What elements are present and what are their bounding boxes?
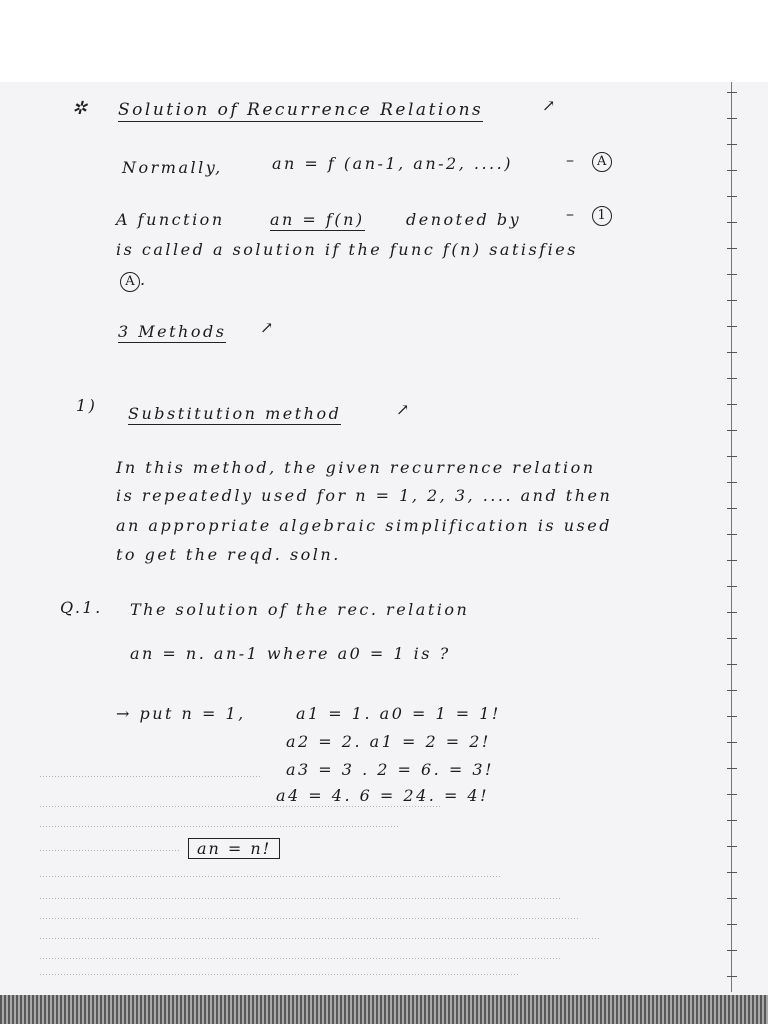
spiral-tick	[727, 820, 737, 821]
top-margin	[0, 0, 768, 82]
spiral-tick	[727, 690, 737, 691]
bleed-through-line	[40, 806, 440, 807]
spiral-tick	[727, 482, 737, 483]
spiral-tick	[727, 898, 737, 899]
bleed-through-line	[40, 938, 600, 939]
work-row: a4 = 4. 6 = 24. = 4!	[276, 786, 490, 805]
spiral-tick	[727, 794, 737, 795]
bleed-through-line	[40, 898, 560, 899]
spiral-tick	[727, 248, 737, 249]
spiral-tick	[727, 534, 737, 535]
work-row: a3 = 3 . 2 = 6. = 3!	[286, 760, 494, 779]
para-line-2: is repeatedly used for n = 1, 2, 3, .... and then	[116, 486, 613, 505]
spiral-tick	[727, 430, 737, 431]
spiral-tick	[727, 378, 737, 379]
spiral-tick	[727, 170, 737, 171]
spiral-tick	[727, 144, 737, 145]
spiral-tick	[727, 716, 737, 717]
page-title: Solution of Recurrence Relations	[118, 100, 484, 120]
spiral-tick	[727, 924, 737, 925]
bleed-through-line	[40, 776, 260, 777]
question-line-2: an = n. an-1 where a0 = 1 is ?	[130, 644, 451, 663]
function-def-post: denoted by	[406, 210, 522, 229]
spiral-tick	[727, 222, 737, 223]
work-lead: → put n = 1,	[116, 704, 246, 723]
bleed-through-line	[40, 850, 180, 851]
spiral-tick	[727, 196, 737, 197]
function-def-pre: A function	[116, 210, 225, 229]
spiral-tick	[727, 638, 737, 639]
spiral-tick	[727, 846, 737, 847]
work-row: a2 = 2. a1 = 2 = 2!	[286, 732, 491, 751]
spiral-tick	[727, 612, 737, 613]
bleed-through-line	[40, 958, 560, 959]
question-line-1: The solution of the rec. relation	[130, 600, 470, 619]
question-label: Q.1.	[60, 598, 103, 617]
para-line-4: to get the reqd. soln.	[116, 545, 341, 564]
spiral-tick	[727, 404, 737, 405]
spiral-tick	[727, 768, 737, 769]
normally-label: Normally,	[122, 158, 223, 177]
scan-bottom-edge	[0, 995, 768, 1024]
equation-tag-1: – 1	[566, 204, 612, 226]
bleed-through-line	[40, 826, 400, 827]
bleed-through-line	[40, 876, 500, 877]
bleed-through-line	[40, 974, 520, 975]
spiral-tick	[727, 508, 737, 509]
spiral-tick	[727, 274, 737, 275]
spiral-tick	[727, 742, 737, 743]
spiral-tick	[727, 586, 737, 587]
substitution-heading: Substitution method	[128, 404, 342, 423]
spiral-tick	[727, 456, 737, 457]
spiral-tick	[727, 352, 737, 353]
spiral-tick	[727, 560, 737, 561]
bleed-through-line	[40, 918, 580, 919]
work-row: a1 = 1. a0 = 1 = 1!	[296, 704, 501, 723]
function-def-line2: is called a solution if the func f(n) satisfies	[116, 240, 578, 259]
function-def-formula: an = f(n)	[270, 210, 365, 229]
substitution-arrow: ↗	[396, 400, 412, 419]
spiral-tick	[727, 950, 737, 951]
spiral-tick	[727, 300, 737, 301]
equation-tag-a: – A	[566, 150, 612, 172]
function-def-line3: A .	[120, 270, 148, 292]
methods-heading: 3 Methods	[118, 322, 227, 341]
para-line-3: an appropriate algebraic simplification is used	[116, 516, 612, 535]
spiral-binding	[731, 82, 746, 992]
spiral-tick	[727, 92, 737, 93]
para-line-1: In this method, the given recurrence relation	[116, 458, 596, 477]
spiral-tick	[727, 118, 737, 119]
spiral-tick	[727, 976, 737, 977]
spiral-tick	[727, 872, 737, 873]
title-arrow: ↗	[542, 96, 558, 115]
spiral-tick	[727, 664, 737, 665]
normally-formula: an = f (an-1, an-2, ....)	[272, 154, 513, 173]
methods-arrow: ↗	[260, 318, 276, 337]
boxed-answer: an = n!	[188, 838, 280, 859]
star-bullet: ✲	[72, 98, 90, 119]
spiral-tick	[727, 326, 737, 327]
section-number: 1)	[76, 396, 98, 415]
